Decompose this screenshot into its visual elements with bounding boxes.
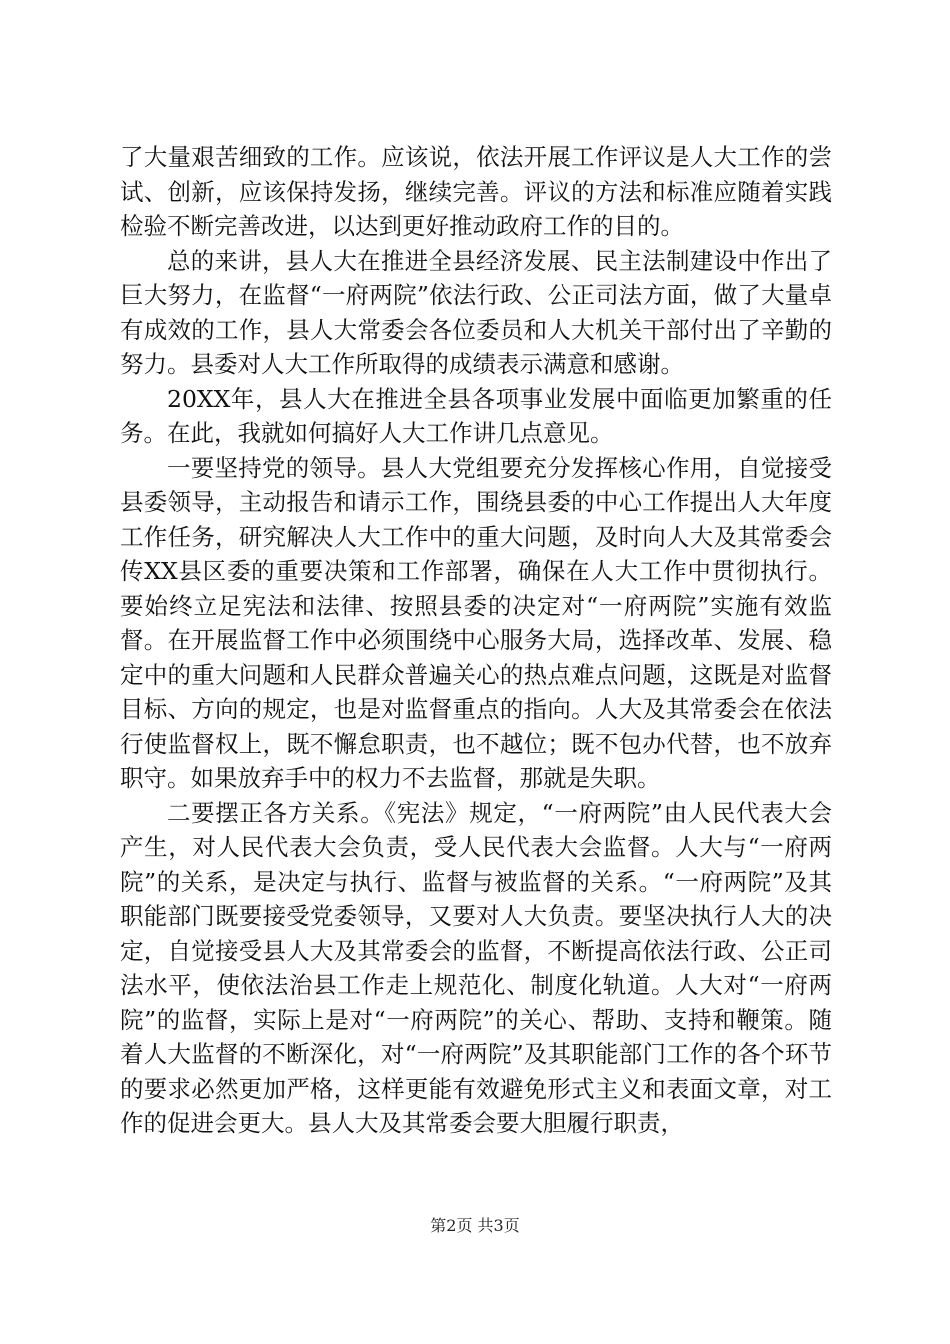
paragraph-summary: 总的来讲，县人大在推进全县经济发展、民主法制建设中作出了巨大努力，在监督“一府两院”依法行政、公正司法方面，做了大量卓有成效的工作，县人大常委会各位委员和人大机关干部付出了辛勤的努力。县委对人大工作所取得的成绩表示满意和感谢。 xyxy=(120,246,832,378)
paragraph-continued: 了大量艰苦细致的工作。应该说，依法开展工作评议是人大工作的尝试、创新，应该保持发扬，继续完善。评议的方法和标准应随着实践检验不断完善改进，以达到更好推动政府工作的目的。 xyxy=(120,143,832,240)
paragraph-point-one: 一要坚持党的领导。县人大党组要充分发挥核心作用，自觉接受县委领导，主动报告和请示工作，围绕县委的中心工作提出人大年度工作任务，研究解决人大工作中的重大问题，及时向人大及其常委会传XX县区委的重要决策和工作部署，确保在人大工作中贯彻执行。要始终立足宪法和法律、按照县委的决定对“一府两院”实施有效监督。在开展监督工作中必须围绕中心服务大局，选择改革、发展、稳定中的重大问题和人民群众普遍关心的热点难点问题，这既是对监督目标、方向的规定，也是对监督重点的指向。人大及其常委会在依法行使监督权上，既不懈怠职责，也不越位；既不包办代替，也不放弃职守。如果放弃手中的权力不去监督，那就是失职。 xyxy=(120,453,832,792)
document-body xyxy=(120,140,832,1141)
page-number-footer: 第2页 共3页 xyxy=(430,1216,520,1235)
paragraph-point-two: 二要摆正各方关系。《宪法》规定，“一府两院”由人民代表大会产生，对人民代表大会负责，受人民代表大会监督。人大与“一府两院”的关系，是决定与执行、监督与被监督的关系。“一府两院”及其职能部门既要接受党委领导，又要对人大负责。要坚决执行人大的决定，自觉接受县人大及其常委会的监督，不断提高依法行政、公正司法水平，使依法治县工作走上规范化、制度化轨道。人大对“一府两院”的监督，实际上是对“一府两院”的关心、帮助、支持和鞭策。随着人大监督的不断深化，对“一府两院”及其职能部门工作的各个环节的要求必然更加严格，这样更能有效避免形式主义和表面文章，对工作的促进会更大。县人大及其常委会要大胆履行职责， xyxy=(120,798,832,1137)
paragraph-intro-tasks: 20XX年，县人大在推进全县各项事业发展中面临更加繁重的任务。在此，我就如何搞好人大工作讲几点意见。 xyxy=(120,384,832,447)
